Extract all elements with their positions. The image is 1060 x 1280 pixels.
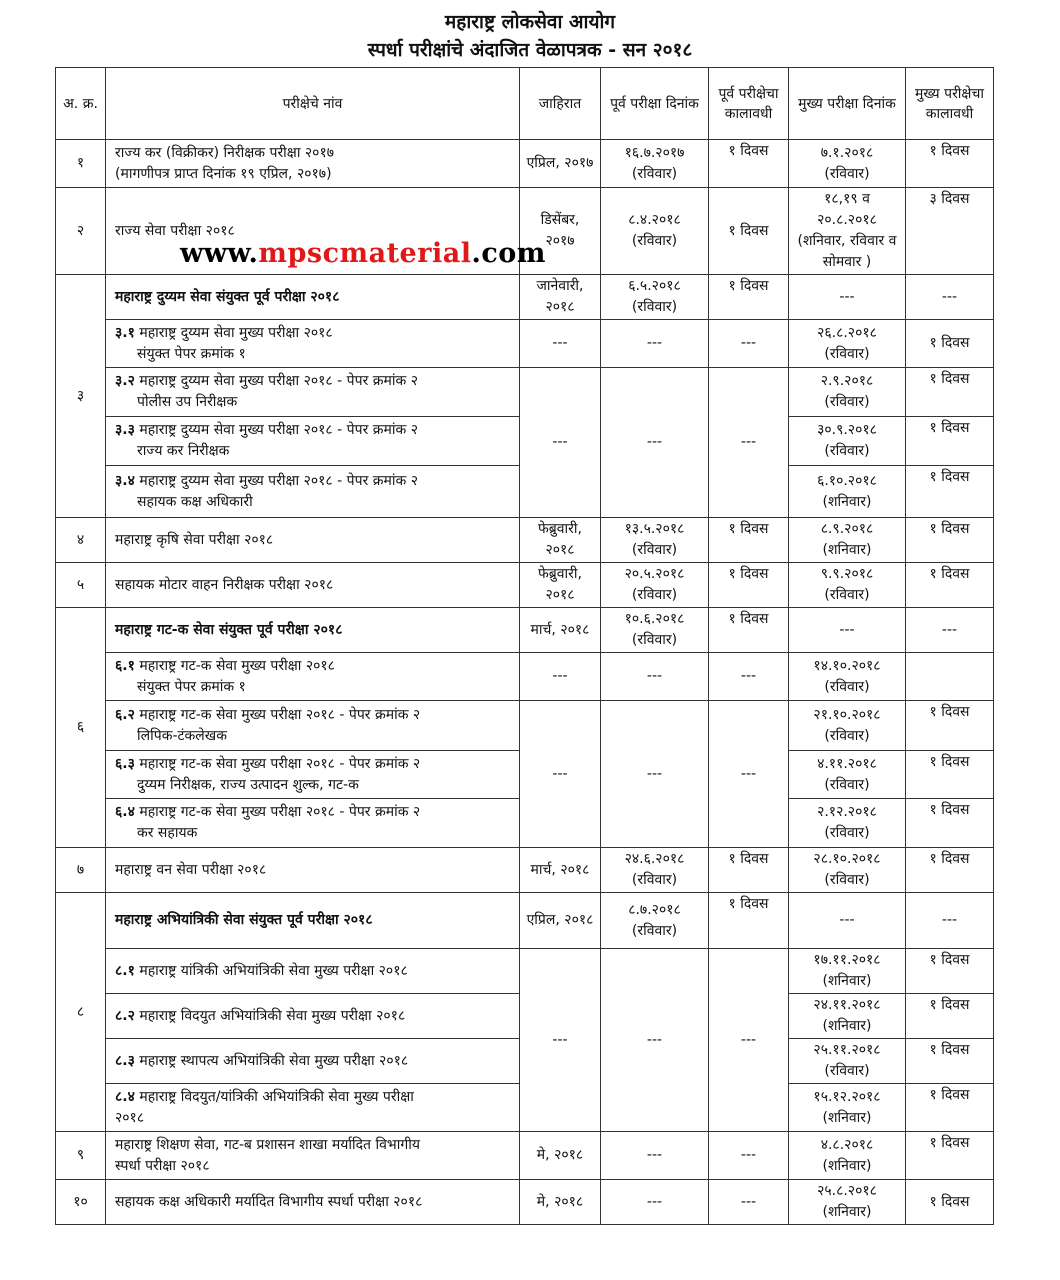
prelim-duration-cell: १ दिवस <box>709 140 789 188</box>
exam-name: महाराष्ट्र स्थापत्य अभियांत्रिकी सेवा मुख्य परीक्षा २०१८ <box>134 1052 409 1069</box>
sub-number: ६.१ <box>115 657 135 674</box>
col-header-name: परीक्षेचे नांव <box>106 68 520 140</box>
main-date: २.९.२०१८ <box>820 373 874 389</box>
col-header-main-date: मुख्य परीक्षा दिनांक <box>789 68 906 140</box>
sr-cell: ९ <box>56 1132 106 1180</box>
exam-name-cell <box>106 701 520 751</box>
exam-name: महाराष्ट्र यांत्रिकी अभियांत्रिकी सेवा मुख्य परीक्षा २०१८ <box>134 962 408 979</box>
advt-cell: फेब्रुवारी, २०१८ <box>520 563 601 608</box>
prelim-duration-cell: १ दिवस <box>709 563 789 608</box>
main-date-cell <box>789 751 906 799</box>
main-date: ३०.९.२०१८ <box>817 422 877 438</box>
col-header-advt: जाहिरात <box>520 68 601 140</box>
prelim-date: ६.५.२०१८ <box>628 278 681 294</box>
advt-cell: --- <box>520 653 601 701</box>
sub-number: ८.४ <box>115 1088 135 1105</box>
col-header-sr: अ. क्र. <box>56 68 106 140</box>
prelim-date-cell: --- <box>601 949 709 1132</box>
main-day: (शनिवार) <box>822 1109 872 1126</box>
exam-note: दुय्यम निरीक्षक, राज्य उत्पादन शुल्क, गट-क <box>137 776 359 793</box>
main-day: (रविवार) <box>824 587 870 603</box>
prelim-date: ८.४.२०१८ <box>628 212 681 228</box>
prelim-day: (रविवार) <box>631 233 678 249</box>
exam-name-cell <box>106 949 520 994</box>
main-duration-cell: १ दिवस <box>906 949 994 994</box>
main-date-cell <box>789 1180 906 1225</box>
exam-name: महाराष्ट्र दुय्यम सेवा मुख्य परीक्षा २०१८ <box>134 324 333 341</box>
exam-name-cell <box>106 320 520 368</box>
prelim-date: १६.७.२०१७ <box>624 144 685 161</box>
main-day: (रविवार) <box>824 825 870 841</box>
sr-cell: ५ <box>56 563 106 608</box>
main-date: २६.८.२०१८ <box>817 324 877 341</box>
main-duration-cell: १ दिवस <box>906 368 994 417</box>
exam-name: महाराष्ट्र शिक्षण सेवा, गट-ब प्रशासन शाखा मर्यादित विभागीय <box>115 1136 420 1153</box>
advt-cell: मार्च, २०१८ <box>520 608 601 653</box>
main-date-cell: --- <box>789 608 906 653</box>
main-day: (शनिवार) <box>822 1018 872 1034</box>
exam-name: महाराष्ट्र गट-क सेवा मुख्य परीक्षा २०१८ - पेपर क्रमांक २ <box>134 755 421 772</box>
main-date: ४.८.२०१८ <box>820 1136 874 1153</box>
exam-name-cell <box>106 1039 520 1084</box>
prelim-duration-cell: १ दिवस <box>709 518 789 563</box>
prelim-duration-cell: --- <box>709 701 789 848</box>
prelim-duration-cell: १ दिवस <box>709 893 789 949</box>
table-row <box>56 949 994 994</box>
prelim-duration-cell: --- <box>709 949 789 1132</box>
exam-name-cell <box>106 466 520 518</box>
advt-cell: मे, २०१८ <box>520 1180 601 1225</box>
main-date: ७.१.२०१८ <box>820 144 874 161</box>
main-date-cell <box>789 518 906 563</box>
col-header-main-duration: मुख्य परीक्षेचा कालावधी <box>906 68 994 140</box>
main-day: (रविवार) <box>824 678 870 695</box>
sub-number: ३.१ <box>115 324 135 341</box>
main-duration-cell: ३ दिवस <box>906 188 994 275</box>
main-date: २४.११.२०१८ <box>813 997 881 1013</box>
main-date: ४.११.२०१८ <box>817 755 877 772</box>
main-day: (शनिवार) <box>822 973 872 989</box>
exam-name: महाराष्ट्र गट-क सेवा मुख्य परीक्षा २०१८ <box>134 657 335 674</box>
exam-name-cell: राज्य सेवा परीक्षा २०१८ <box>106 188 520 275</box>
exam-note: राज्य कर निरीक्षक <box>137 443 230 459</box>
exam-note: स्पर्धा परीक्षा २०१८ <box>115 1157 210 1174</box>
sub-number: ३.३ <box>115 422 135 438</box>
exam-name-cell <box>106 799 520 848</box>
exam-name-cell: महाराष्ट्र गट-क सेवा संयुक्त पूर्व परीक्षा २०१८ <box>106 608 520 653</box>
sub-number: ८.१ <box>115 962 135 979</box>
prelim-date-cell <box>601 140 709 188</box>
exam-name-cell <box>106 140 520 188</box>
main-day: (रविवार) <box>824 165 870 182</box>
main-duration-cell: १ दिवस <box>906 466 994 518</box>
exam-name: महाराष्ट्र गट-क सेवा मुख्य परीक्षा २०१८ - पेपर क्रमांक २ <box>134 804 421 820</box>
exam-note: (मागणीपत्र प्राप्त दिनांक १९ एप्रिल, २०१७) <box>115 165 332 182</box>
prelim-date-cell <box>601 848 709 893</box>
prelim-date-cell <box>601 608 709 653</box>
prelim-date: २४.६.२०१८ <box>624 851 685 867</box>
prelim-date-cell <box>601 275 709 320</box>
main-date: १५.१२.२०१८ <box>813 1088 881 1105</box>
watermark-suffix: .com <box>471 238 546 269</box>
main-day: (रविवार) <box>824 872 870 888</box>
main-date-cell <box>789 701 906 751</box>
exam-note: २०१८ <box>115 1109 145 1126</box>
main-duration-cell: १ दिवस <box>906 1084 994 1132</box>
prelim-date-cell <box>601 563 709 608</box>
advt-cell: एप्रिल, २०१८ <box>520 893 601 949</box>
main-day: (रविवार) <box>824 394 870 410</box>
main-duration-cell: १ दिवस <box>906 518 994 563</box>
exam-name-cell <box>106 994 520 1039</box>
main-duration-cell: १ दिवस <box>906 751 994 799</box>
prelim-duration-cell: --- <box>709 368 789 518</box>
table-row <box>56 368 994 417</box>
main-duration-cell: १ दिवस <box>906 140 994 188</box>
main-duration-cell: १ दिवस <box>906 417 994 466</box>
main-duration-cell: --- <box>906 608 994 653</box>
table-row <box>56 518 994 563</box>
exam-note: सहायक कक्ष अधिकारी <box>137 493 253 510</box>
table-row <box>56 563 994 608</box>
sub-number: ३.४ <box>115 472 135 489</box>
exam-name-cell <box>106 653 520 701</box>
exam-name-cell: महाराष्ट्र अभियांत्रिकी सेवा संयुक्त पूर्व परीक्षा २०१८ <box>106 893 520 949</box>
advt-cell: फेब्रुवारी, २०१८ <box>520 518 601 563</box>
prelim-date: १०.६.२०१८ <box>624 611 685 627</box>
advt-cell: --- <box>520 368 601 518</box>
main-duration-cell: १ दिवस <box>906 563 994 608</box>
prelim-day: (रविवार) <box>631 165 678 182</box>
exam-name: महाराष्ट्र दुय्यम सेवा मुख्य परीक्षा २०१८ - पेपर क्रमांक २ <box>134 422 418 438</box>
sub-number: ६.४ <box>115 804 135 820</box>
prelim-duration-cell: १ दिवस <box>709 188 789 275</box>
main-duration-cell: १ दिवस <box>906 1132 994 1180</box>
prelim-day: (रविवार) <box>631 299 678 315</box>
prelim-duration-cell: १ दिवस <box>709 848 789 893</box>
prelim-duration-cell: --- <box>709 653 789 701</box>
main-duration-cell <box>906 653 994 701</box>
main-day: (शनिवार, रविवार व सोमवार ) <box>797 233 897 270</box>
prelim-date: १३.५.२०१८ <box>624 521 685 537</box>
exam-name: महाराष्ट्र विदयुत अभियांत्रिकी सेवा मुख्य परीक्षा २०१८ <box>134 1007 406 1024</box>
prelim-day: (रविवार) <box>631 872 678 888</box>
advt-cell: मार्च, २०१८ <box>520 848 601 893</box>
advt-cell: डिसेंबर, २०१७ <box>520 188 601 275</box>
prelim-date-cell: --- <box>601 320 709 368</box>
main-day: (रविवार) <box>824 345 870 362</box>
main-date-cell <box>789 563 906 608</box>
table-row <box>56 320 994 368</box>
main-duration-cell: १ दिवस <box>906 1180 994 1225</box>
advt-cell: --- <box>520 320 601 368</box>
sub-number: ६.३ <box>115 755 135 772</box>
table-row <box>56 608 994 653</box>
exam-name: महाराष्ट्र विदयुत/यांत्रिकी अभियांत्रिकी सेवा मुख्य परीक्षा <box>134 1088 414 1105</box>
prelim-date: २०.५.२०१८ <box>624 566 685 582</box>
exam-name: राज्य कर (विक्रीकर) निरीक्षक परीक्षा २०१७ <box>115 144 335 161</box>
table-row <box>56 701 994 751</box>
main-date: १८,१९ व २०.८.२०१८ <box>817 191 877 228</box>
prelim-duration-cell: --- <box>709 320 789 368</box>
main-day: (रविवार) <box>824 443 870 459</box>
sr-cell: ७ <box>56 848 106 893</box>
advt-cell: --- <box>520 701 601 848</box>
prelim-duration-cell: --- <box>709 1132 789 1180</box>
prelim-date-cell: --- <box>601 368 709 518</box>
main-day: (शनिवार) <box>822 1157 872 1174</box>
main-date: २१.१०.२०१८ <box>813 706 881 723</box>
exam-name-cell <box>106 751 520 799</box>
sr-cell: ३ <box>56 275 106 518</box>
main-date: २५.८.२०१८ <box>817 1183 877 1199</box>
main-duration-cell: १ दिवस <box>906 701 994 751</box>
advt-cell: --- <box>520 949 601 1132</box>
prelim-date-cell <box>601 893 709 949</box>
main-date-cell <box>789 848 906 893</box>
main-date-cell <box>789 368 906 417</box>
main-day: (शनिवार) <box>822 542 872 558</box>
prelim-date-cell: --- <box>601 1132 709 1180</box>
exam-name-cell <box>106 1132 520 1180</box>
sr-cell: ४ <box>56 518 106 563</box>
exam-name-cell: महाराष्ट्र कृषि सेवा परीक्षा २०१८ <box>106 518 520 563</box>
main-date-cell <box>789 140 906 188</box>
page-subtitle: स्पर्धा परीक्षांचे अंदाजित वेळापत्रक - सन २०१८ <box>367 39 693 61</box>
main-date: ८.९.२०१८ <box>820 521 874 537</box>
main-date: २८.१०.२०१८ <box>813 851 881 867</box>
prelim-date-cell: --- <box>601 1180 709 1225</box>
sub-number: ३.२ <box>115 373 135 389</box>
header-row <box>56 68 994 140</box>
main-date-cell <box>789 949 906 994</box>
sr-cell: १ <box>56 140 106 188</box>
main-date-cell <box>789 1039 906 1084</box>
prelim-duration-cell: १ दिवस <box>709 608 789 653</box>
exam-name: महाराष्ट्र गट-क सेवा मुख्य परीक्षा २०१८ - पेपर क्रमांक २ <box>134 706 421 723</box>
exam-name-cell <box>106 417 520 466</box>
sr-cell: २ <box>56 188 106 275</box>
main-date-cell <box>789 994 906 1039</box>
main-duration-cell: --- <box>906 893 994 949</box>
watermark-brand: mpscmaterial <box>258 238 472 269</box>
main-duration-cell: १ दिवस <box>906 1039 994 1084</box>
exam-name: महाराष्ट्र दुय्यम सेवा मुख्य परीक्षा २०१८ - पेपर क्रमांक २ <box>134 472 418 489</box>
sub-number: ६.२ <box>115 706 135 723</box>
exam-name-cell <box>106 368 520 417</box>
main-date-cell <box>789 320 906 368</box>
main-date-cell: --- <box>789 275 906 320</box>
col-header-prelim-date: पूर्व परीक्षा दिनांक <box>601 68 709 140</box>
exam-note: संयुक्त पेपर क्रमांक १ <box>137 678 246 695</box>
exam-name-cell: सहायक मोटार वाहन निरीक्षक परीक्षा २०१८ <box>106 563 520 608</box>
main-date-cell <box>789 799 906 848</box>
exam-name: महाराष्ट्र दुय्यम सेवा मुख्य परीक्षा २०१८ - पेपर क्रमांक २ <box>134 373 418 389</box>
exam-note: पोलीस उप निरीक्षक <box>137 394 238 410</box>
sr-cell: ८ <box>56 893 106 1132</box>
sub-number: ८.३ <box>115 1052 135 1069</box>
exam-name-cell: महाराष्ट्र वन सेवा परीक्षा २०१८ <box>106 848 520 893</box>
prelim-day: (रविवार) <box>631 922 678 939</box>
main-date-cell <box>789 466 906 518</box>
main-day: (रविवार) <box>824 1063 870 1079</box>
main-day: (रविवार) <box>824 727 870 744</box>
exam-note: संयुक्त पेपर क्रमांक १ <box>137 345 246 362</box>
main-date-cell <box>789 1132 906 1180</box>
main-date: ९.९.२०१८ <box>820 566 874 582</box>
prelim-date-cell: --- <box>601 701 709 848</box>
exam-name-cell: सहायक कक्ष अधिकारी मर्यादित विभागीय स्पर्धा परीक्षा २०१८ <box>106 1180 520 1225</box>
exam-name-cell: महाराष्ट्र दुय्यम सेवा संयुक्त पूर्व परीक्षा २०१८ <box>106 275 520 320</box>
sr-cell: १० <box>56 1180 106 1225</box>
prelim-date: ८.७.२०१८ <box>628 901 681 918</box>
main-date-cell <box>789 1084 906 1132</box>
main-date-cell: --- <box>789 893 906 949</box>
main-duration-cell: १ दिवस <box>906 799 994 848</box>
website-watermark <box>180 238 546 269</box>
main-duration-cell: १ दिवस <box>906 848 994 893</box>
table-row <box>56 893 994 949</box>
table-row <box>56 275 994 320</box>
main-date-cell <box>789 188 906 275</box>
exam-note: लिपिक-टंकलेखक <box>137 727 228 744</box>
table-row <box>56 1132 994 1180</box>
table-row <box>56 653 994 701</box>
main-duration-cell: १ दिवस <box>906 994 994 1039</box>
main-date: १४.१०.२०१८ <box>813 657 881 674</box>
prelim-duration-cell: १ दिवस <box>709 275 789 320</box>
main-date: २५.११.२०१८ <box>813 1042 881 1058</box>
main-duration-cell: १ दिवस <box>906 320 994 368</box>
advt-cell: मे, २०१८ <box>520 1132 601 1180</box>
advt-cell: जानेवारी, २०१८ <box>520 275 601 320</box>
main-duration-cell: --- <box>906 275 994 320</box>
table-row <box>56 1180 994 1225</box>
main-date-cell <box>789 417 906 466</box>
exam-name-cell <box>106 1084 520 1132</box>
main-date: १७.११.२०१८ <box>813 952 881 968</box>
sr-cell: ६ <box>56 608 106 848</box>
prelim-day: (रविवार) <box>631 632 678 648</box>
prelim-date-cell <box>601 518 709 563</box>
page-title: महाराष्ट्र लोकसेवा आयोग <box>444 11 616 33</box>
col-header-prelim-duration: पूर्व परीक्षेचा कालावधी <box>709 68 789 140</box>
main-day: (शनिवार) <box>822 493 872 510</box>
main-date: ६.१०.२०१८ <box>817 472 877 489</box>
prelim-date-cell: --- <box>601 653 709 701</box>
main-day: (रविवार) <box>824 776 870 793</box>
prelim-day: (रविवार) <box>631 542 678 558</box>
prelim-date-cell <box>601 188 709 275</box>
advt-cell: एप्रिल, २०१७ <box>520 140 601 188</box>
sub-number: ८.२ <box>115 1007 135 1024</box>
table-row <box>56 848 994 893</box>
main-date-cell <box>789 653 906 701</box>
watermark-prefix: www. <box>180 238 259 269</box>
exam-note: कर सहायक <box>137 825 198 841</box>
table-row <box>56 140 994 188</box>
main-day: (शनिवार) <box>822 1204 872 1220</box>
prelim-duration-cell: --- <box>709 1180 789 1225</box>
prelim-day: (रविवार) <box>631 587 678 603</box>
main-date: २.१२.२०१८ <box>817 804 877 820</box>
